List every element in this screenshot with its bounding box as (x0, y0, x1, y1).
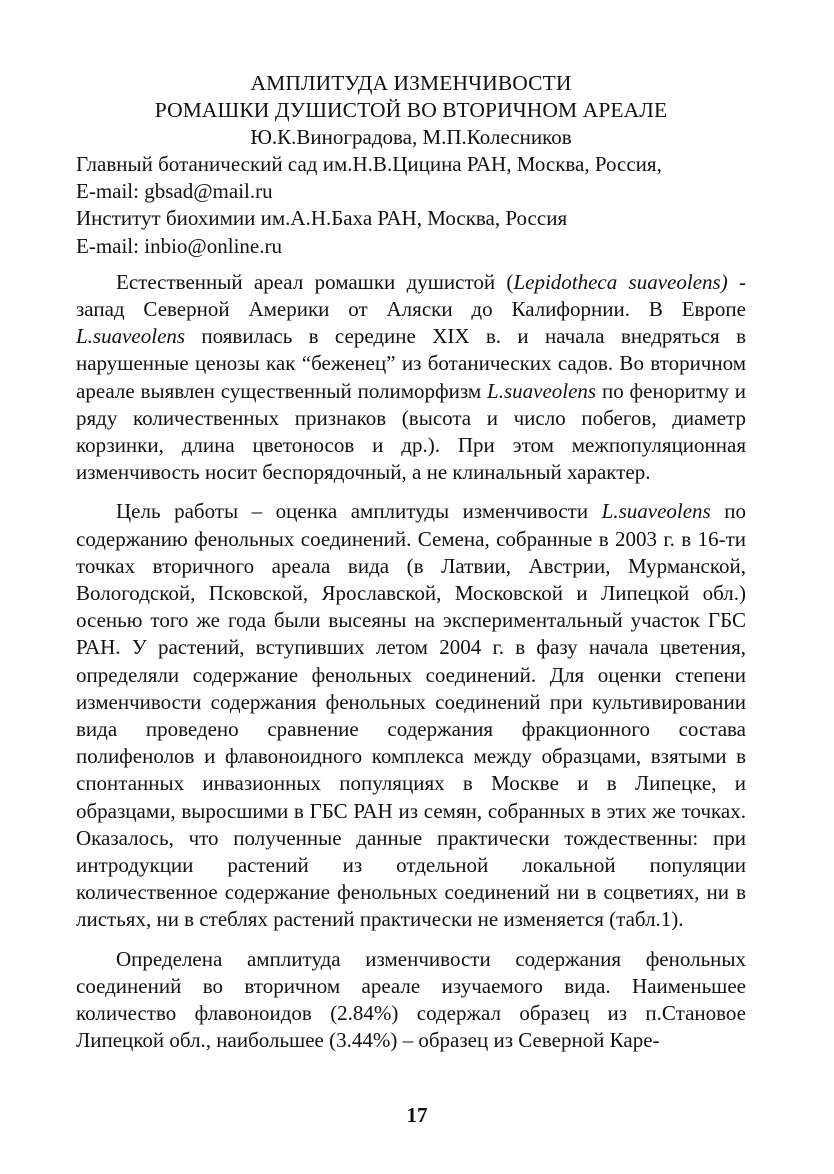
email-1: E-mail: gbsad@mail.ru (76, 179, 273, 204)
p1-species-abbrev-2: L.suaveolens (487, 378, 597, 403)
affiliation-2: Институт биохимии им.А.Н.Баха РАН, Москва, Россия (76, 206, 568, 231)
p1-text-g: по феноритму и ряду количественных признаков (высота и число побегов, диаметр корзинки, длина цветоносов и др.). При этом межпопуляционная изменчивость носит беспорядочный, а не клинальный характер. (76, 378, 746, 485)
title-line-2: РОМАШКИ ДУШИСТОЙ ВО ВТОРИЧНОМ АРЕАЛЕ (154, 98, 668, 122)
authors: Ю.К.Виноградова, М.П.Колесников (250, 125, 572, 149)
p1-text-a: Естественный ареал ромашки душистой ( (116, 269, 514, 294)
paragraph-2 (76, 498, 746, 933)
paragraph-3: Определена амплитуда изменчивости содержания фенольных соединений во вторичном ареале изучаемого вида. Наименьшее количество флавоноидов (2.84%) содержал образец из п.Становое Липецкой обл., наибольшее (3.44%) – образец из Северной Каре- (76, 946, 746, 1053)
p1-text-e: появилась в середине XIX в. и начала внедряться в нарушенные ценозы как “беженец” из ботанических садов. Во вторичном ареале выявлен существенный полиморфизм (76, 324, 746, 403)
page-number: 17 (406, 1103, 428, 1127)
article (76, 70, 746, 1055)
p1-species-abbrev-1: L.suaveolens (76, 324, 186, 349)
title-line-1: АМПЛИТУДА ИЗМЕНЧИВОСТИ (250, 71, 572, 95)
email-2: E-mail: inbio@online.ru (76, 233, 282, 258)
paragraph-1 (76, 269, 746, 487)
p2-species-abbrev: L.suaveolens (601, 499, 711, 524)
p1-species-name: Lepidotheca suaveolens) (513, 269, 728, 294)
article-title (76, 70, 746, 124)
p2-text-c: по содержанию фенольных соединений. Семена, собранные в 2003 г. в 16-ти точках вторичного ареала вида (в Латвии, Австрии, Мурманской, Вологодской, Псковской, Ярославской, Московской и Липецкой обл.) осенью того же года были высеяны на экспериментальный участок ГБС РАН. У растений, вступивших летом 2004 г. в фазу начала цветения, определяли содержание фенольных соединений. Для оценки степени изменчивости содержания фенольных соединений при культивировании вида проведено сравнение содержания фракционного состава полифенолов и флавоноидного комплекса между образцами, взятыми в спонтанных инвазионных популяциях в Москве и в Липецке, и образцами, выросшими в ГБС РАН из семян, собранных в этих же точках. Оказалось, что полученные данные практически тождественны: при интродукции растений из отдельной локальной популяции количественное содержание фенольных соединений ни в соцветиях, ни в листьях, ни в стеблях растений практически не изменяется (табл.1). (76, 499, 746, 932)
affiliation-1: Главный ботанический сад им.Н.В.Цицина РАН, Москва, Россия, (76, 152, 662, 176)
p1-text-c: - запад Северной Америки от Аляски до Калифорнии. В Европе (76, 269, 746, 322)
p2-text-a: Цель работы – оценка амплитуды изменчивости (116, 499, 602, 524)
